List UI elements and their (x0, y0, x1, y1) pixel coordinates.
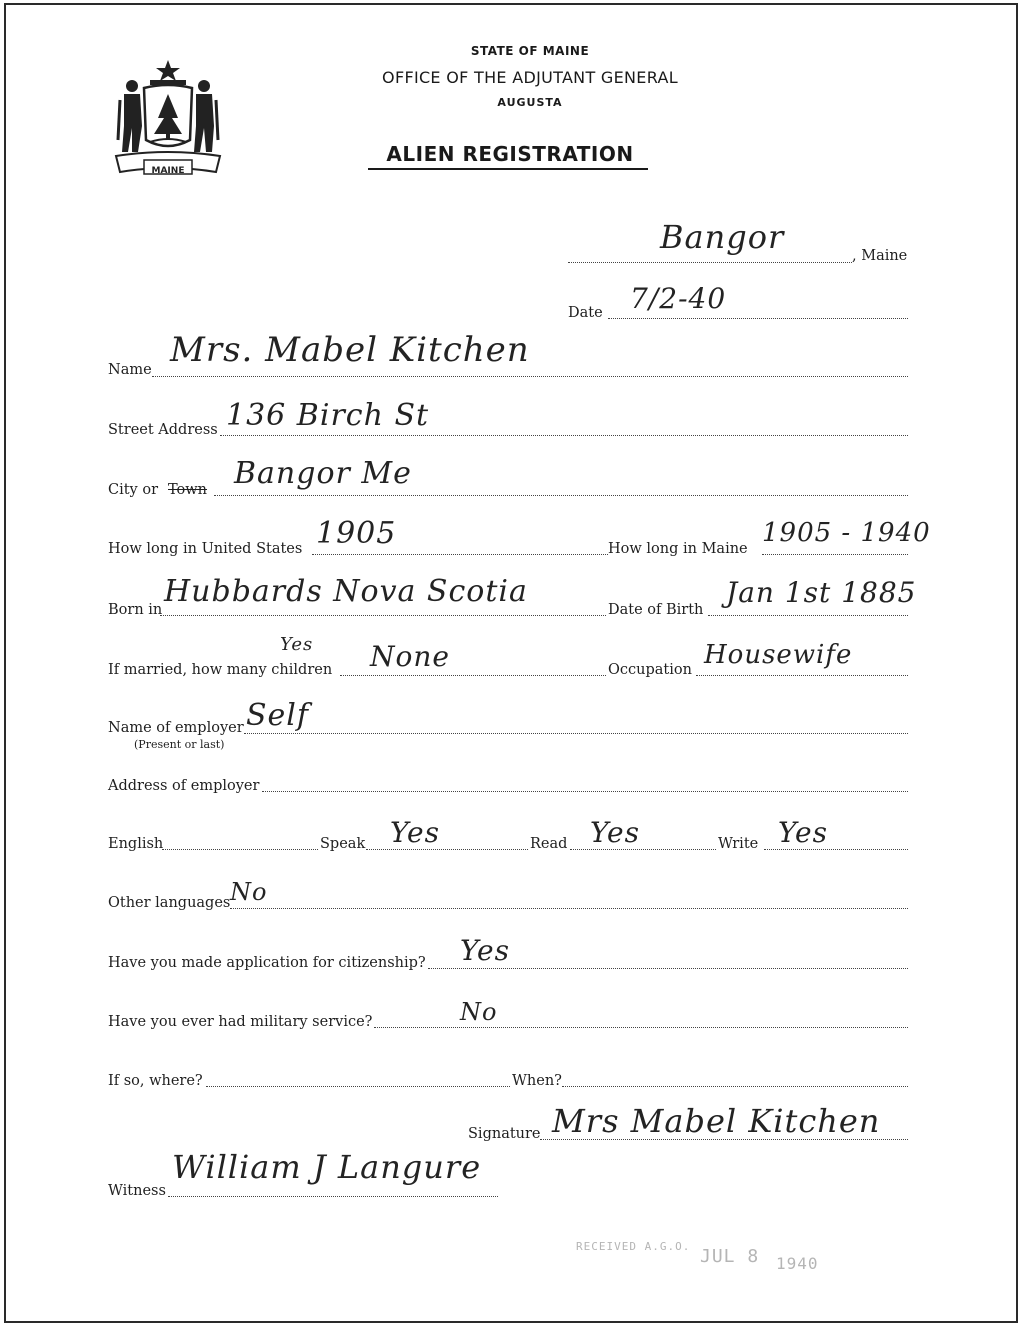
citizenship-label: Have you made application for citizenship? (108, 955, 426, 971)
name-line (152, 376, 908, 377)
other-languages-line (230, 908, 908, 909)
signature-entry: Mrs Mabel Kitchen (552, 1102, 881, 1140)
city-heading: AUGUSTA (497, 96, 563, 109)
born-in-line (160, 615, 606, 616)
when-line (562, 1086, 908, 1087)
date-of-birth-entry: Jan 1st 1885 (726, 576, 917, 609)
name-label: Name (108, 362, 152, 378)
employer-line (244, 733, 908, 734)
witness-line (168, 1196, 498, 1197)
military-entry: No (460, 998, 498, 1026)
write-line (764, 849, 908, 850)
witness-label: Witness (108, 1183, 166, 1199)
read-label: Read (530, 836, 568, 852)
office-heading: OFFICE OF THE ADJUTANT GENERAL (382, 68, 678, 87)
date-label: Date (568, 305, 603, 321)
how-long-maine-entry: 1905 - 1940 (762, 518, 931, 548)
how-long-maine-label: How long in Maine (608, 541, 748, 557)
received-stamp-text: RECEIVED A.G.O. (576, 1240, 691, 1253)
citizenship-line (428, 968, 908, 969)
maine-label: , Maine (852, 248, 908, 264)
when-label: When? (512, 1073, 562, 1089)
employer-address-label: Address of employer (108, 778, 260, 794)
maine-state-seal-icon (108, 56, 228, 184)
city-entry: Bangor Me (234, 456, 412, 491)
received-stamp-date: JUL 8 (700, 1246, 760, 1267)
born-in-label: Born in (108, 602, 163, 618)
other-languages-entry: No (230, 878, 268, 906)
read-entry: Yes (590, 816, 640, 849)
born-in-entry: Hubbards Nova Scotia (164, 574, 528, 609)
witness-entry: William J Langure (172, 1148, 482, 1186)
occupation-line (696, 675, 908, 676)
occupation-label: Occupation (608, 662, 692, 678)
employer-note: (Present or last) (134, 738, 225, 751)
where-label: If so, where? (108, 1073, 203, 1089)
where-line (206, 1086, 510, 1087)
city-label: City or (108, 482, 159, 498)
date-line (608, 318, 908, 319)
date-of-birth-label: Date of Birth (608, 602, 704, 618)
citizenship-entry: Yes (460, 934, 510, 967)
children-entry: None (370, 640, 450, 673)
town-label: Town (168, 482, 208, 498)
married-entry: Yes (280, 634, 314, 655)
occupation-entry: Housewife (704, 640, 853, 670)
english-label: English (108, 836, 164, 852)
speak-entry: Yes (390, 816, 440, 849)
place-entry: Bangor (660, 218, 785, 256)
employer-entry: Self (246, 698, 310, 733)
how-long-us-entry: 1905 (316, 516, 397, 551)
street-label: Street Address (108, 422, 218, 438)
employer-address-line (262, 791, 908, 792)
speak-label: Speak (320, 836, 366, 852)
write-label: Write (718, 836, 759, 852)
children-line (340, 675, 606, 676)
seal-label: MAINE (151, 166, 185, 176)
married-label: If married, how many children (108, 662, 333, 678)
state-heading: STATE OF MAINE (470, 44, 590, 58)
title-underline (368, 168, 648, 170)
military-line (374, 1027, 908, 1028)
street-line (220, 435, 908, 436)
other-languages-label: Other languages (108, 895, 231, 911)
signature-label: Signature (468, 1126, 541, 1142)
speak-line (366, 849, 528, 850)
city-line (214, 495, 908, 496)
how-long-us-line (312, 554, 608, 555)
english-line (162, 849, 318, 850)
how-long-us-label: How long in United States (108, 541, 303, 557)
street-entry: 136 Birch St (226, 398, 430, 433)
form-title: ALIEN REGISTRATION (386, 142, 634, 166)
received-stamp-year: 1940 (776, 1254, 819, 1273)
read-line (570, 849, 716, 850)
military-label: Have you ever had military service? (108, 1014, 373, 1030)
write-entry: Yes (778, 816, 828, 849)
how-long-maine-line (762, 554, 908, 555)
employer-label: Name of employer (108, 720, 244, 736)
name-entry: Mrs. Mabel Kitchen (170, 330, 530, 370)
date-of-birth-line (708, 615, 908, 616)
place-line (568, 262, 852, 263)
date-entry: 7/2-40 (630, 282, 727, 315)
